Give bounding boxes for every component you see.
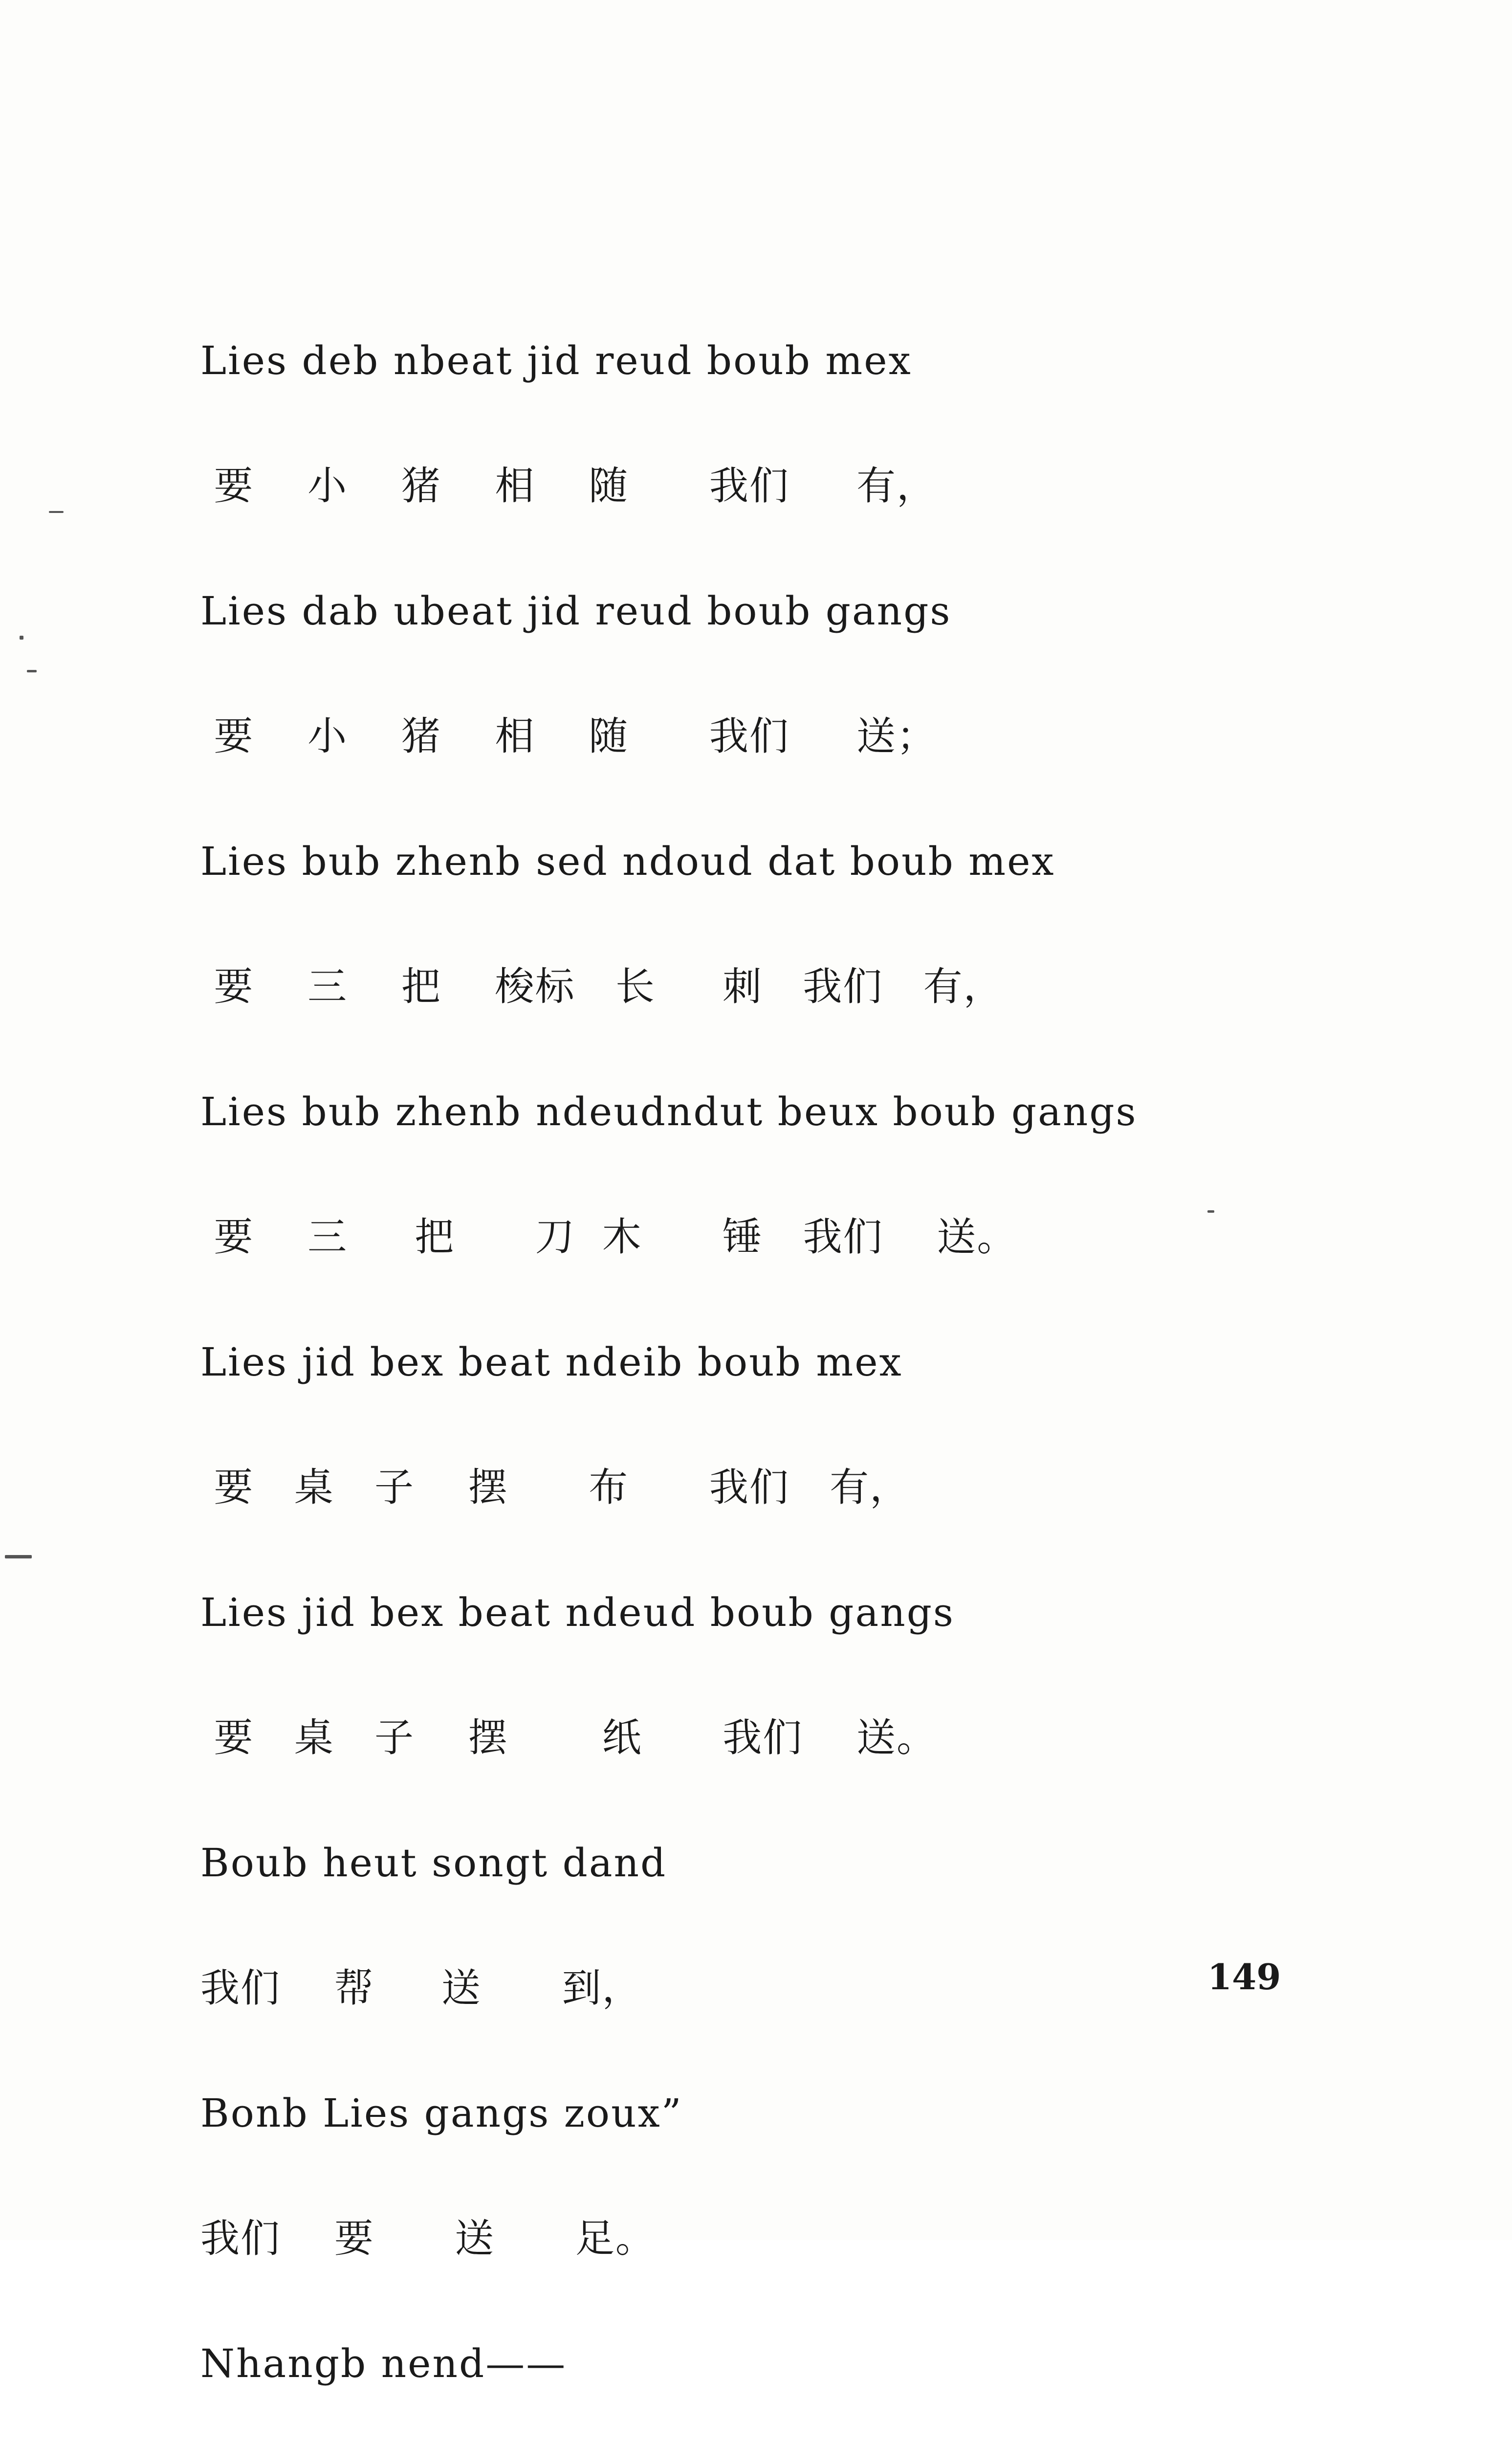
- scan-speck: [1207, 1210, 1214, 1213]
- latin-line: Boub heut songt dand: [200, 1840, 667, 1886]
- scan-speck: [5, 1555, 32, 1558]
- latin-line: Bonb Lies gangs zoux”: [200, 2090, 683, 2136]
- scan-speck: [49, 511, 64, 513]
- han-gloss-line: 要 小 猪 相 随 我们 送；: [200, 713, 937, 759]
- latin-line: Lies bub zhenb ndeudndut beux boub gangs: [200, 1089, 1138, 1134]
- han-gloss-line: 要 桌 子 摆 布 我们 有，: [200, 1465, 910, 1510]
- text-block: [200, 298, 1325, 2445]
- latin-line: Lies deb nbeat jid reud boub mex: [200, 338, 912, 383]
- latin-line: Lies jid bex beat ndeud boub gangs: [200, 1590, 955, 1635]
- han-gloss-line: 我们 要 送 足。: [200, 2216, 656, 2261]
- latin-line: Nhangb nend——: [200, 2341, 567, 2386]
- han-gloss-line: 要 三 把 刀 木 锤 我们 送。: [200, 1214, 1017, 1260]
- han-gloss-line: 要 三 把 梭标 长 刺 我们 有，: [200, 964, 1004, 1009]
- latin-line: Lies dab ubeat jid reud boub gangs: [200, 588, 952, 634]
- han-gloss-line: 我们 帮 送 到，: [200, 1965, 642, 2011]
- han-gloss-line: 要 桌 子 摆 纸 我们 送。: [200, 1715, 937, 1760]
- scan-speck: [27, 670, 37, 672]
- latin-line: Lies jid bex beat ndeib boub mex: [200, 1339, 903, 1385]
- han-gloss-line: [200, 2426, 1325, 2445]
- scan-speck: [20, 636, 23, 640]
- latin-line: Lies bub zhenb sed ndoud dat boub mex: [200, 839, 1055, 884]
- han-gloss-line: 要 小 猪 相 随 我们 有，: [200, 463, 937, 509]
- page-number: 149: [1207, 1956, 1281, 1998]
